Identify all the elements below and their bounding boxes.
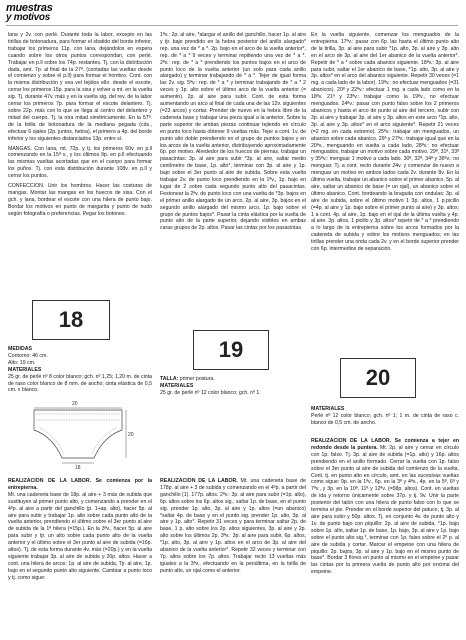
pattern-number-18-label: 18 (58, 307, 84, 332)
column-2-paragraph-1: 1ªv.: 2p. al aire, *alargar el anillo del ganchillo, hacer 1p. al aire y tjr. bajo prendido en la hebra posterior del anillo alargado* rep. una vez de * a *. 2p. bajo en el arco de la vuelta anterior*, rep. de * a * 9 veces y terminar repitiendo una vez de * a *. 2ªv.: rep. de * a * prendiendo los puntos bajos en el arco de punto loco de la vuelta anterior (un solo para cada anillo alargado) y terminar trabajando de * a *. Tejer de igual forma las 2v. sig. 5ªv.: rep. de * a * y terminar trabajando de * a * 2 veces y 1p. alto sobre el último arco de la vuelta anterior (= aumento). 2p. al aire para subir. Cont. de esta forma aumentando un arco al final de cada una de las 12v. siguientes (=23 arcos) y cortar. Prender de nuevo en la hebra libre de la cadeneta base y trabajar una pieza igual a la anterior. Sobre la parte superior de ambas piezas continuar tejiendo en círculo en punto loco hasta obtener 9 vueltas más. Tejer a cont. 1v. de punto alto doble prendiendo en el grupo de puntos bajos y en los arcos de la vuelta anterior, distribuyendo aproximadamente 6p. por motivo. Alrededor de los huecos de piernas, trabajar un pasacintas: 3p. al aire para subir *3p. al aire, saltar medio centímetro de base, 1p. alto*, terminar con 3p. al aire y 1p. bajo sobre el 3er punto al aire de subida. Sobre esta vuelta trabajar 2v. de punto loco prendiendo en la 1ªv., 1p. bajo en lugar de 2 sobre cada segundo punto alto del pasacintas. Festonear la 2ªv. de punto loco con una vuelta de *3p. bajos en el primer anillo alargado de un arco, 2p. al aire, 3p. bajos en el segundo anillo alargado del mismo arco, 1p. bajo sobre el grupo de puntos bajos*. Pasar la cinta elástica por la vuelta de punto alto de la parte superior, dejando visibles en ambas caras grupos de 2p. altos. Pasar las cintas por los pasacintas. (160, 32, 306, 232)
realizacion-18-text: Mt. una cadeneta base de 18p. al aire + 3 más de subida que sustituyen al primer punto alto, y comenzando a prender en el 4ºp. al aire a partir del ganchillo (p. 1+ap. alto), hacer 5p. al aire para subir y trabajar 1p. alto sobre cada punto alto de la vuelta anterior, prendiendo el último sobre el 3er punto al aire de subida de la 1ª hilera (=15p.). En la 3ªv., hacer 5p. al aire para subir y tjr. un alto sobre cada punto alto de la vuelta anterior y el último sobre el 3er punto al aire de subida (=16p. altos). Tj. de esta forma durante 4v. más (=20p.) y en la vuelta siguiente trabajar 3p. al aire de subida y 20p. altos. Hacer a cont. una hilera de arcos: 1p. al aire de subida, Tjr. al aire, 1p. bajo en el segundo punto alto siguiente. Cambiar a punto loco y tj. como sigue: (8, 491, 152, 581)
medidas-text: Contorno: 46 cm. Alto: 19 cm. (8, 352, 48, 366)
column-1-specs (8, 346, 152, 396)
pattern-number-19 (193, 330, 269, 370)
realizacion-20-title-text: REALIZACION DE LA LABOR. Se comienza a tejer en redondo desde la puntera. (311, 438, 459, 451)
materiales-19-text: 25 gr. de perlé nº 12 color blanco; gch. nº 1. (160, 389, 261, 396)
panty-pattern-diagram (22, 400, 134, 470)
panty-shape (34, 410, 122, 458)
realizacion-20-title (311, 438, 459, 576)
realizacion-19-text: Mt. una cadeneta base de 178p. al aire + 3 de subida y comenzando en el 4ºp. a partir del ganchillo (1). 177p. altos. 2ªv.: 3p. al aire para subir (=1p. alto), 6p. altos sobre los 6p. altos sig., saltar 1p. de base, en el punto sig. prender 1p. alto, 3p. al aire y 1p. altos (=un abanico) *saltar 4p. de base y en el punto sig. prender 1p. alto, 3p. al aire y 1p. alto*. Repetir 31 veces y para terminar saltar 2p. de base, 1 p. alto sobre los 2p. altos siguientes, 3p. al aire y 2p. alto sobre los últimos 2p. 3ªv.: 3p. al aire para subir, 6p. altos, *1p. alto, 3p. al aire y 1p. altos en el arco de 3p. al aire del abanico de la vuelta anterior*. Repetir 32 veces y terminar con 7p. altos sobre los 7p. altos. Trabajar recto 13 vueltas más iguales a la 3ªv., efectuando en la penúltima, en la tirilla de punto alto, un ojal como el anterior. (160, 478, 306, 574)
header-title: muestras (6, 2, 53, 14)
column-2 (160, 32, 306, 328)
materiales-20-title (311, 406, 459, 413)
realizacion-18-title (8, 478, 152, 492)
column-1-realizacion (8, 478, 152, 636)
medidas-title (8, 346, 152, 353)
column-3-specs (311, 406, 459, 436)
column-2-realizacion (160, 478, 306, 636)
materiales-20-text: Perlé nº 12 color blanco; gch. nº 1; 1 m. de cinta de raso c. blanco de 0,5 cm. de ancho. (311, 412, 459, 426)
pattern-number-20-label: 20 (365, 365, 391, 390)
column-3 (311, 32, 459, 350)
column-3-realizacion (311, 438, 459, 636)
realizacion-20-text: Mt. 2p. al aire y cerrar en círculo con 1p. falso. Tj. 3p. al aire de subida (=1p. alto) y 16p. altos prendiendo en el anillo formado. Cerrar la vuelta con 1p. falso sobre el 3er punto al aire de subida del comienzo de la vuelta. Cont. tj. en punto alto en círculo, amt. en las sucesivas vueltas como sigue: 9p. en la 1ªv., 6p. en la 3ª y 4ªv., 4p. en la 5ª, 6ª y 7ªv., y 3p. en la 10ª, 11ª y 12ªv. (=58p. altos). Cont. en vueltas de ida y retorno únicamente sobre 37p. y tj. 9v. Unir la parte posterior del talón con una hilera de punto falso con lo que se termina el pie. Prender en el borde superior del patuco, tj. 3p. al aire para subir y 50p. altos. Tj. en conjunto 4v. de punto alto y 1v. de punto bajo con piquillo: 2p. al aire de subida, *1p. bajo sobre 1p. alto, saltar 1p. de base, 1p. bajo, 3p. al aire y 1p. bajo sobre el punto alto sig.*, terminar con 1p. falso sobre el 2º p. al aire de subida y cortar. Marcar el empeine con una hilera de piquillo: 2p. bajos, 3p. al aire y 1p. bajo en el mismo punto de base*. Bordar 3 flores en punto al mismo en el empeine y pasar las cintas por la primera vuelta de punto alto por encima del empeine. (311, 444, 459, 576)
section-header (6, 4, 66, 30)
talla-19-title: TALLA: (160, 376, 179, 382)
realizacion-19-title-text: REALIZACION DE LA LABOR. (160, 478, 238, 484)
talla-19 (160, 376, 306, 383)
pattern-number-18 (32, 300, 110, 340)
realizacion-19-title (160, 478, 306, 575)
diagram-bottom-measure: 18 (75, 465, 81, 470)
column-1-paragraph-2: MANGAS. Con lana, mt. 72p. y tj. los primeros 60v. en p.ll comenzando en la 15ª v., y los últimos 9p. en p.ll efectuando las mismas vueltas acortadas que en el cuerpo para formar los puños. Tj. con esta distribución durante 108v. en p.ll y cerrar los puntos. (8, 145, 152, 180)
header-rule (6, 25, 458, 26)
materiales-19-title (160, 383, 306, 390)
diagram-right-measure: 20 (128, 432, 134, 438)
materiales-18-title (8, 367, 152, 374)
column-1 (8, 32, 152, 270)
materiales-19-title-text: MATERIALES (160, 382, 194, 389)
column-3-paragraph-1: En la vuelta siguiente, comenzar los menguados de la entrepierna. 17ªv.: pasar con 6p. las hasta el último punto alto de la tirilla, 3p. al aire para subir *1p. alto, 3p. al aire y 3p. alto en el arco de 3p. al aire del 1er abanico de la vuelta anterior*. Repetir de * a * sobre cada abanico siguiente. 18ªv.: 3p. al aire para subir, saltar el 1er abanico de base, *1p. alto, 3p. al aire y 3p. altos* en el arco del abanico siguiente. Repetir 30 veces (=1 mg. a cada lado de la labor). 19ªv.: no efectuar menguados (=31 abanicos). 20ª y 22ªv.: efectuar 1 mg. a cada lado como en la 18ªv. 21ª y 23ªv.: trabajar como la 19ªv., no efectuar menguados. 24ªv.: pasar con punto falso sobre los 2 primeros abanicos y hasta el arco de punto al aire del tercero, subir con 3p. al aire y trabajar 3p. al aire y 3p. altos en este arco *1p. alto, 3p. al aire y 3p. altos* en el arco siguiente*. Repetir 21 veces (=2 mg. en cada extremo). 25ªv.: trabajar sin menguados, un abanico sobre cada abanico. 26ª y 27ªv.: trabajar igual que en la 20ªv., menguando en vuelta a cada lado. 28ªv.: no efectuar menguados, trabajar un motivo sobre cada motivo. 29ª, 31ª, 33ª y 35ªv.: menguar 1 motivo a cada lado. 30ª, 32ª, 34ª y 36ªv.: no menguar. Tj. a cont. recto durante 24v. y comenzar de nuevo a menguar un motivo en ambos lados cada 2v. durante 8v. En la última vuelta, trabajar un abanico sobre el primer abanico, 5p. al aire, saltar un abanico de base (= un ojal), un abanico sobre el último abanico. Cont. bordeando la braguita con ondulas: 3p. al aire de subida, sobre el último motivo 1 3p. altos, 1 p.picillo (=4p. al aire y 1p. bajo sobre el primer punto al aire) y 3p. altos; 1 a cont. 4p. al aire, 1p. bajo en el ojal de la última vuelta y 4p. al aire. 3p. altos, 1 picillo y 3p. altos* repetir de * a * prendiendo a lo largo de la entrepierna sobre los arcos formados por la cadeneta de subida y sobre los motivos menguados; en las tirillas prender una onda cada 2v. y en el borde superior prender con 6p. intermedios de separación. (311, 32, 459, 253)
medidas-title-text: MEDIDAS (8, 346, 32, 352)
pattern-number-20 (340, 358, 416, 398)
column-1-paragraph-3: CONFECCION. Unir los hombros. Hacer las costuras de mangas. Montar las mangas en los huecos de sisa. Con el gch. y lana, bordear el escote con una hilera de punto bajo. Bordar los motivos en punto de margarita y punto de nudo según fotografía o preferencias. Pegar los botones. (8, 183, 152, 217)
diagram-top-measure: 20 (72, 401, 78, 407)
column-2-specs (160, 376, 306, 436)
header-subtitle: y motivos (6, 12, 50, 23)
column-1-paragraph-1: lana y 2v. con perlé. Durante toda la labor, excepto en las tirillas de botonadura, para formar el sbatido del borde inferior, trabajar los primeros 11p. con lana, dejándolos en espera cuando sobre los otros puntos correspondan, con perlé. Trabajar en p.ll sobre los 74p. restantes. Tj. con la distribución dada, amt. 7p. al final de la 27ª. (contadas las vueltas desde el comienzo y sobre el p.ll) para formar el hombro. Cont. con la misma distribución y vea vel tejidos ello. desde el escote, cerrar los primeros 15p. para la sisa y volver a mt. en la vuelta sig. Tj. durante 47v. más y en la vuelta sig. del rev. de la labor cerrar los primeros 7p. para formar el escote delantero. Tj. sobre 22p. más con lo que se llega al centro del delantero y mitad del cuerpo. Tj. la otra mitad simétricamente. En la 57ª. de la tirilla de botonadura de la mediana pegada (cds., efectuar 6 ojales (2p. juntos, hebra), el primero a 4p. del borde inferior y los siguientes distanciados 13p. entre sí. (8, 32, 152, 142)
materiales-18-text: 25 gr. de perlé nº 8 color blanco; gch. nº 1,25; 1,20 m. de cinta de raso color blanco de 8 mm. de ancho; cinta elástica de 0,5 cm. x blanco. (8, 373, 152, 394)
materiales-20-title-text: MATERIALES (311, 406, 345, 412)
materiales-18-title-text: MATERIALES (8, 366, 42, 373)
realizacion-18-title-text: REALIZACION DE LA LABOR. Se comienza por la entrepierna. (8, 478, 152, 491)
talla-19-text: primer postura. (179, 376, 215, 382)
pattern-number-19-label: 19 (218, 337, 244, 362)
